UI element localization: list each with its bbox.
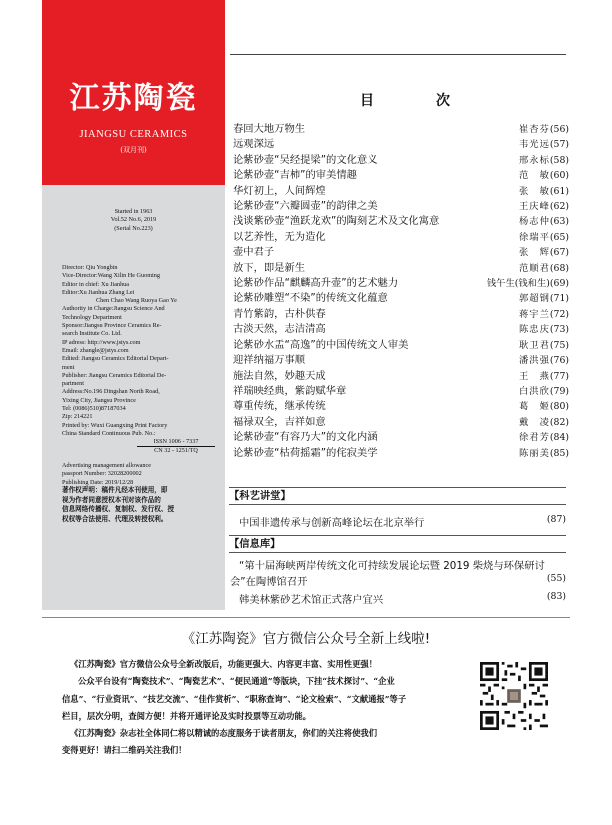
toc-entry[interactable] [233,276,569,291]
toc-entry-author: 戴 凌 [519,416,550,428]
section-heading-science: 【科艺讲堂】 [229,487,566,505]
toc-entry-page: (84) [549,432,569,444]
toc-entry-title: 青竹紫韵，古朴供春 [233,307,326,320]
toc-entry-page: (56) [549,124,569,135]
issn-number: ISSN 1006 - 7337 [137,438,215,447]
notice-line: 著作权声明：稿件凡经本刊使用，即 [62,486,168,494]
toc-entry-title: 论紫砂壶“六瓣圆壶”的韵律之美 [233,200,378,213]
toc-entry[interactable] [233,415,569,430]
toc-entry-page: (71) [549,293,569,305]
toc-entry[interactable] [233,399,569,414]
masthead [62,264,218,438]
toc-entry-page: (60) [549,170,569,182]
toc-entry[interactable] [233,430,569,445]
info-item-2-title[interactable]: 韩美林紫砂艺术馆正式落户宜兴 [239,594,384,606]
cn-number: CN 32 - 1251/TQ [154,447,198,455]
toc-entry-page: (68) [549,262,569,274]
masthead-line: search Institute Co. Ltd. [62,330,122,338]
toc-entry-author: 耿卫君 [519,339,550,351]
info-item-1-page: (55) [546,573,566,584]
masthead-line: Vice-Director:Wang Xilin He Guoming [62,272,160,280]
info-item-1-line1[interactable]: “第十届海峡两岸传统文化可持续发展论坛暨 2019 柴烧与环保研讨 [239,560,545,572]
masthead-line: Publisher: Jiangsu Ceramics Editorial De- [62,371,167,379]
toc-entry-title: 春回大地万物生 [233,123,306,135]
toc-entry-title: 远观深远 [233,138,275,151]
toc-entry-page: (61) [549,185,569,197]
toc-entry-author: 葛 姬 [519,401,550,413]
toc-entry-page: (62) [549,201,569,213]
journal-logo-english: JIANGSU CERAMICS [79,129,188,140]
masthead-line: Director: Qiu Yongbin [62,264,118,271]
toc-entry[interactable] [233,214,569,229]
toc-entry[interactable] [233,199,569,214]
toc-entry-page: (82) [549,416,569,428]
toc-entry-page: (73) [549,324,569,336]
toc-entry-page: (58) [549,154,569,166]
section-heading-info: 【信息库】 [229,535,566,553]
toc-entry-title: 浅谈紫砂壶“渔跃龙欢”的陶刻艺术及文化寓意 [233,215,440,228]
toc-entry-title: 以艺养性，无为造化 [233,230,326,243]
journal-logo-chinese: 江苏陶瓷 [69,81,198,116]
toc-entry-page: (85) [549,447,569,459]
toc-entry-author: 陈丽美 [519,447,550,459]
info-item-2-page: (83) [546,591,566,602]
masthead-line: IP adress: http://www.jstys.com [62,338,141,346]
toc-entry[interactable] [233,307,569,322]
issn-block [137,438,215,456]
toc-entry-author: 钱午生(钱和生) [486,278,550,290]
toc-entry-title: 华灯初上，人间辉煌 [233,184,326,197]
masthead-line: Editor:Xu Jianhua Zhang Lei [62,288,135,296]
toc-entry-author: 韦光远 [519,139,550,151]
toc-entry-title: 尊重传统，继承传统 [233,400,326,413]
wechat-title: 《江苏陶瓷》官方微信公众号全新上线啦! [181,631,431,647]
toc-entry-author: 徐君芳 [519,432,550,444]
toc-entry[interactable] [233,230,569,245]
advertising-line: Advertising management allowance [62,462,151,469]
masthead-line: Chen Chao Wang Ruoya Gao Ye [96,297,177,305]
wechat-line: 《江苏陶瓷》杂志社全体同仁将以精诚的态度服务于读者朋友，你们的关注将使我们 [70,728,377,739]
toc-entry-page: (63) [549,216,569,228]
toc-title: 目 次 [360,93,474,109]
toc-entry-author: 潘洪强 [519,355,550,367]
advertising-line: passport Number: 32028200002 [62,470,142,478]
toc-entry-page: (57) [549,139,569,151]
masthead-line: ment [62,363,75,371]
toc-entry-author: 陈忠庆 [519,324,550,336]
toc-entry-author: 张 辉 [519,247,550,259]
toc-entry-author: 蒋宇兰 [519,308,550,320]
masthead-line: Printed by: Wuxi Guangxing Print Factory [62,421,168,429]
science-item-page: (87) [546,514,566,525]
toc-entry[interactable] [233,137,569,152]
logo-panel [42,0,225,185]
toc-entry-author: 徐瑞平 [519,231,550,243]
toc-entry-author: 范 敏 [519,170,550,182]
toc-list [233,122,569,461]
toc-entry[interactable] [233,322,569,337]
toc-entry-title: 论紫砂壶“枯荷摇霜”的侘寂美学 [233,446,378,459]
toc-entry-title: 古淡天然，志洁清高 [233,323,326,336]
toc-entry[interactable] [233,369,569,384]
info-item-1-line2[interactable]: 会”在陶博馆召开 [230,576,308,588]
notice-line: 视为作者同意授权本刊对该作品的 [62,495,161,504]
toc-entry[interactable] [233,291,569,306]
masthead-line: Address:No.196 Dingshan North Road, [62,388,160,396]
toc-entry-title: 论紫砂壶“吉柿”的审美情趣 [233,169,357,182]
toc-entry[interactable] [233,153,569,168]
volume-number: Vol.52 No.6, 2019 [110,216,157,224]
toc-entry-author: 张 敏 [519,185,550,197]
masthead-line: Authority in Charge:Jiangsu Science And [62,305,165,313]
copyright-notice [62,486,217,524]
toc-entry-author: 崔杏芬 [519,124,550,135]
masthead-line: Tel: (0086)510)87187034 [62,405,126,413]
advertising-line: Publishing Date: 2019/12/28 [62,478,134,486]
toc-entry-author: 邢永标 [519,154,550,166]
science-item-title[interactable]: 中国非遗传承与创新高峰论坛在北京举行 [239,517,425,529]
toc-entry-title: 祥瑞映经典，紫韵赋华章 [233,384,347,397]
wechat-description [62,656,462,760]
qr-code-icon[interactable] [480,662,548,730]
toc-entry-page: (65) [549,231,569,243]
toc-entry-title: 施法自然，妙趣天成 [233,369,326,382]
toc-entry-page: (77) [549,370,569,382]
toc-entry[interactable] [233,261,569,276]
masthead-line: Zip: 214221 [62,413,93,421]
masthead-line: partment [62,380,84,388]
masthead-line: Editor in chief: Xu Jianhua [62,280,130,288]
masthead-line: Technology Department [62,313,122,321]
toc-entry-page: (67) [549,247,569,259]
toc-entry[interactable] [233,184,569,199]
masthead-line: Sponsor:Jiangsu Province Ceramics Re- [62,322,162,330]
toc-entry-author: 王庆峰 [519,201,550,213]
wechat-line: 公众平台设有“陶瓷技术”、“陶瓷艺术”、“便民通道”等版块，下挂“技术探讨”、“企业 [78,676,395,687]
wechat-line: 《江苏陶瓷》官方微信公众号全新改版后，功能更强大、内容更丰富、实用性更强！ [70,659,377,669]
toc-entry-title: 福禄双全，吉祥如意 [233,415,326,428]
toc-entry-title: 论紫砂雕塑“不染”的传统文化蕴意 [233,292,388,305]
toc-entry[interactable] [233,122,569,137]
toc-entry[interactable] [233,338,569,353]
toc-entry-title: 论紫砂作品“麒麟高升壶”的艺术魅力 [233,277,399,290]
toc-entry-page: (80) [549,401,569,413]
masthead-line: Edited: Jiangsu Ceramics Editorial Depart- [62,355,169,363]
toc-entry-page: (69) [549,278,569,290]
toc-entry-author: 郭超钢 [519,293,550,305]
toc-entry-page: (76) [549,355,569,367]
journal-frequency: (双月刊) [120,146,147,154]
toc-entry-title: 壶中君子 [233,246,275,259]
started-year: Started in 1963 [114,208,153,215]
toc-entry-author: 白洪欣 [519,385,550,397]
toc-entry[interactable] [233,384,569,399]
toc-entry[interactable] [233,353,569,368]
toc-entry[interactable] [233,168,569,183]
wechat-line: 栏目，层次分明，查阅方便！并将开通评论及实时投票等互动功能。 [62,710,311,721]
toc-entry-author: 范顺君 [519,262,550,274]
masthead-line: China Standard Continuous Pub. No.: [62,429,156,437]
toc-entry-title: 放下，即是新生 [233,261,306,274]
toc-entry-title: 迎祥纳福万事顺 [233,354,306,367]
toc-entry-page: (79) [549,385,569,397]
advertising-info [62,462,218,487]
toc-entry-page: (75) [549,339,569,351]
masthead-line: Yixing City, Jiangsu Province [62,396,136,404]
toc-entry[interactable] [233,245,569,260]
toc-entry-title: 论紫砂壶“有容乃大”的文化内涵 [233,431,378,444]
wechat-line: 信息”、“行业资讯”、“技艺交流”、“佳作赏析”、“职称查询”、“论文检索”、“文献通报”等子 [62,693,407,704]
top-divider [230,54,566,55]
bottom-divider [42,617,570,618]
serial-number: (Serial No.223) [114,224,153,232]
wechat-line: 变得更好！请扫二维码关注我们！ [62,745,187,756]
notice-line: 权权等合法使用、代理及转授权利。 [62,514,168,523]
toc-entry-author: 王 燕 [519,370,550,382]
toc-entry-author: 杨志仲 [519,216,550,228]
toc-entry-title: 论紫砂水盂“高逸”的中国传统文人审美 [233,338,409,351]
toc-entry-title: 论紫砂壶“吴经提梁”的文化意义 [233,153,378,166]
masthead-line: Email: zhangle@jstys.com [62,346,129,354]
toc-entry[interactable] [233,446,569,461]
notice-line: 信息网络传播权、复制权、发行权、授 [62,505,175,514]
toc-entry-page: (72) [549,308,569,320]
